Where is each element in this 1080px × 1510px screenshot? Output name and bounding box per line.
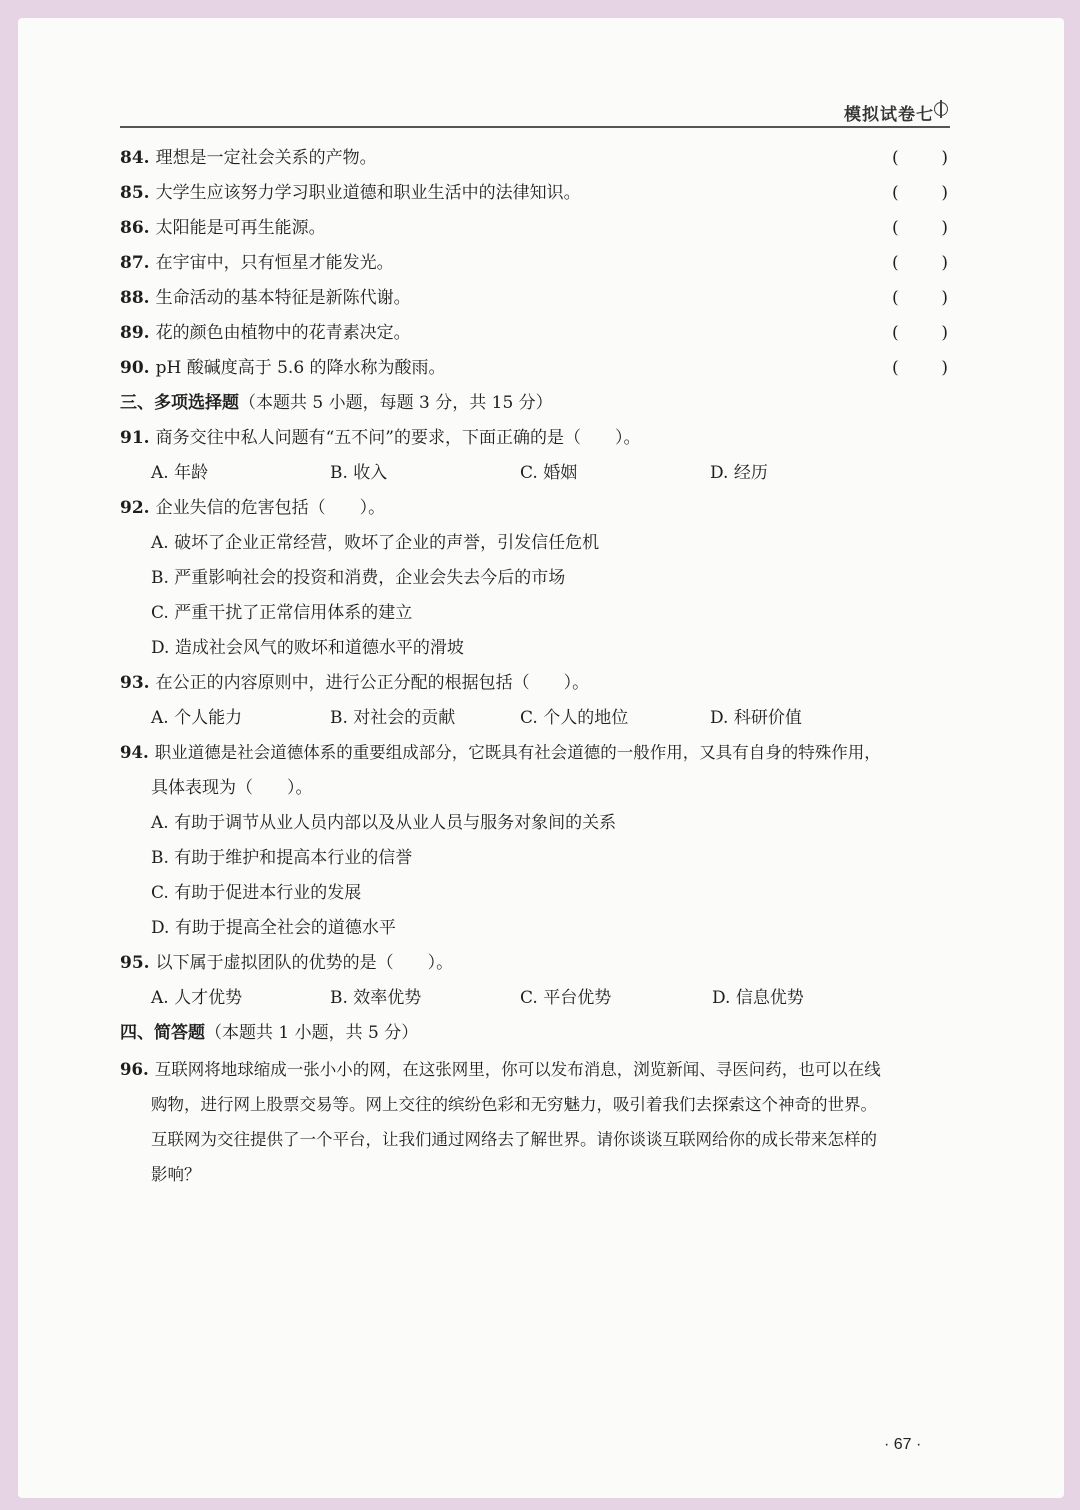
q94-option-c: C. 有助于促进本行业的发展 bbox=[151, 883, 362, 903]
header-title: 模拟试卷七 bbox=[844, 105, 934, 125]
q93-option-b: B. 对社会的贡献 bbox=[330, 708, 456, 728]
q91-option-a: A. 年龄 bbox=[151, 463, 209, 483]
question-90: 90. pH 酸碱度高于 5.6 的降水称为酸雨。 bbox=[120, 358, 446, 378]
q92-option-c: C. 严重干扰了正常信用体系的建立 bbox=[151, 603, 413, 623]
question-88: 88. 生命活动的基本特征是新陈代谢。 bbox=[120, 288, 411, 308]
question-93: 93. 在公正的内容原则中，进行公正分配的根据包括（ ）。 bbox=[120, 673, 590, 693]
q91-option-d: D. 经历 bbox=[710, 463, 768, 483]
answer-blank-90: ( ) bbox=[892, 358, 948, 378]
question-95: 95. 以下属于虚拟团队的优势的是（ ）。 bbox=[120, 953, 454, 973]
question-92: 92. 企业失信的危害包括（ ）。 bbox=[120, 498, 386, 518]
q91-option-b: B. 收入 bbox=[330, 463, 388, 483]
section-4-heading: 四、简答题（本题共 1 小题，共 5 分） bbox=[120, 1023, 419, 1043]
question-87: 87. 在宇宙中，只有恒星才能发光。 bbox=[120, 253, 394, 273]
question-96: 96. 互联网将地球缩成一张小小的网，在这张网里，你可以发布消息，浏览新闻、寻医问药，也可以在线 bbox=[120, 1060, 881, 1079]
answer-blank-86: ( ) bbox=[892, 218, 948, 238]
answer-blank-85: ( ) bbox=[892, 183, 948, 203]
question-96-line-4: 影响？ bbox=[151, 1165, 201, 1184]
question-84: 84. 理想是一定社会关系的产物。 bbox=[120, 148, 377, 168]
question-91: 91. 商务交往中私人问题有“五不问”的要求，下面正确的是（ ）。 bbox=[120, 428, 641, 448]
seal-icon bbox=[934, 102, 948, 116]
exam-page bbox=[18, 18, 1064, 1498]
question-85: 85. 大学生应该努力学习职业道德和职业生活中的法律知识。 bbox=[120, 183, 581, 203]
answer-blank-84: ( ) bbox=[892, 148, 948, 168]
q94-option-d: D. 有助于提高全社会的道德水平 bbox=[151, 918, 396, 938]
page-number: · 67 · bbox=[884, 1436, 922, 1453]
question-89: 89. 花的颜色由植物中的花青素决定。 bbox=[120, 323, 411, 343]
answer-blank-87: ( ) bbox=[892, 253, 948, 273]
q92-option-b: B. 严重影响社会的投资和消费，企业会失去今后的市场 bbox=[151, 568, 566, 588]
q92-option-a: A. 破坏了企业正常经营，败坏了企业的声誉，引发信任危机 bbox=[151, 533, 600, 553]
q95-option-a: A. 人才优势 bbox=[151, 988, 243, 1008]
q93-option-d: D. 科研价值 bbox=[710, 708, 802, 728]
header-divider bbox=[120, 126, 950, 128]
q91-option-c: C. 婚姻 bbox=[520, 463, 578, 483]
q95-option-b: B. 效率优势 bbox=[330, 988, 422, 1008]
q95-option-d: D. 信息优势 bbox=[712, 988, 804, 1008]
question-86: 86. 太阳能是可再生能源。 bbox=[120, 218, 326, 238]
q92-option-d: D. 造成社会风气的败坏和道德水平的滑坡 bbox=[151, 638, 464, 658]
question-94-continued: 具体表现为（ ）。 bbox=[151, 778, 313, 798]
answer-blank-88: ( ) bbox=[892, 288, 948, 308]
question-96-line-3: 互联网为交往提供了一个平台，让我们通过网络去了解世界。请你谈谈互联网给你的成长带来怎样的 bbox=[151, 1130, 877, 1149]
question-96-line-2: 购物，进行网上股票交易等。网上交往的缤纷色彩和无穷魅力，吸引着我们去探索这个神奇的世界。 bbox=[151, 1095, 877, 1114]
q94-option-b: B. 有助于维护和提高本行业的信誉 bbox=[151, 848, 413, 868]
answer-blank-89: ( ) bbox=[892, 323, 948, 343]
q93-option-a: A. 个人能力 bbox=[151, 708, 243, 728]
section-3-heading: 三、多项选择题（本题共 5 小题，每题 3 分，共 15 分） bbox=[120, 393, 553, 413]
q95-option-c: C. 平台优势 bbox=[520, 988, 612, 1008]
q94-option-a: A. 有助于调节从业人员内部以及从业人员与服务对象间的关系 bbox=[151, 813, 617, 833]
q93-option-c: C. 个人的地位 bbox=[520, 708, 629, 728]
question-94: 94. 职业道德是社会道德体系的重要组成部分，它既具有社会道德的一般作用，又具有自身的特殊作用， bbox=[120, 743, 881, 762]
